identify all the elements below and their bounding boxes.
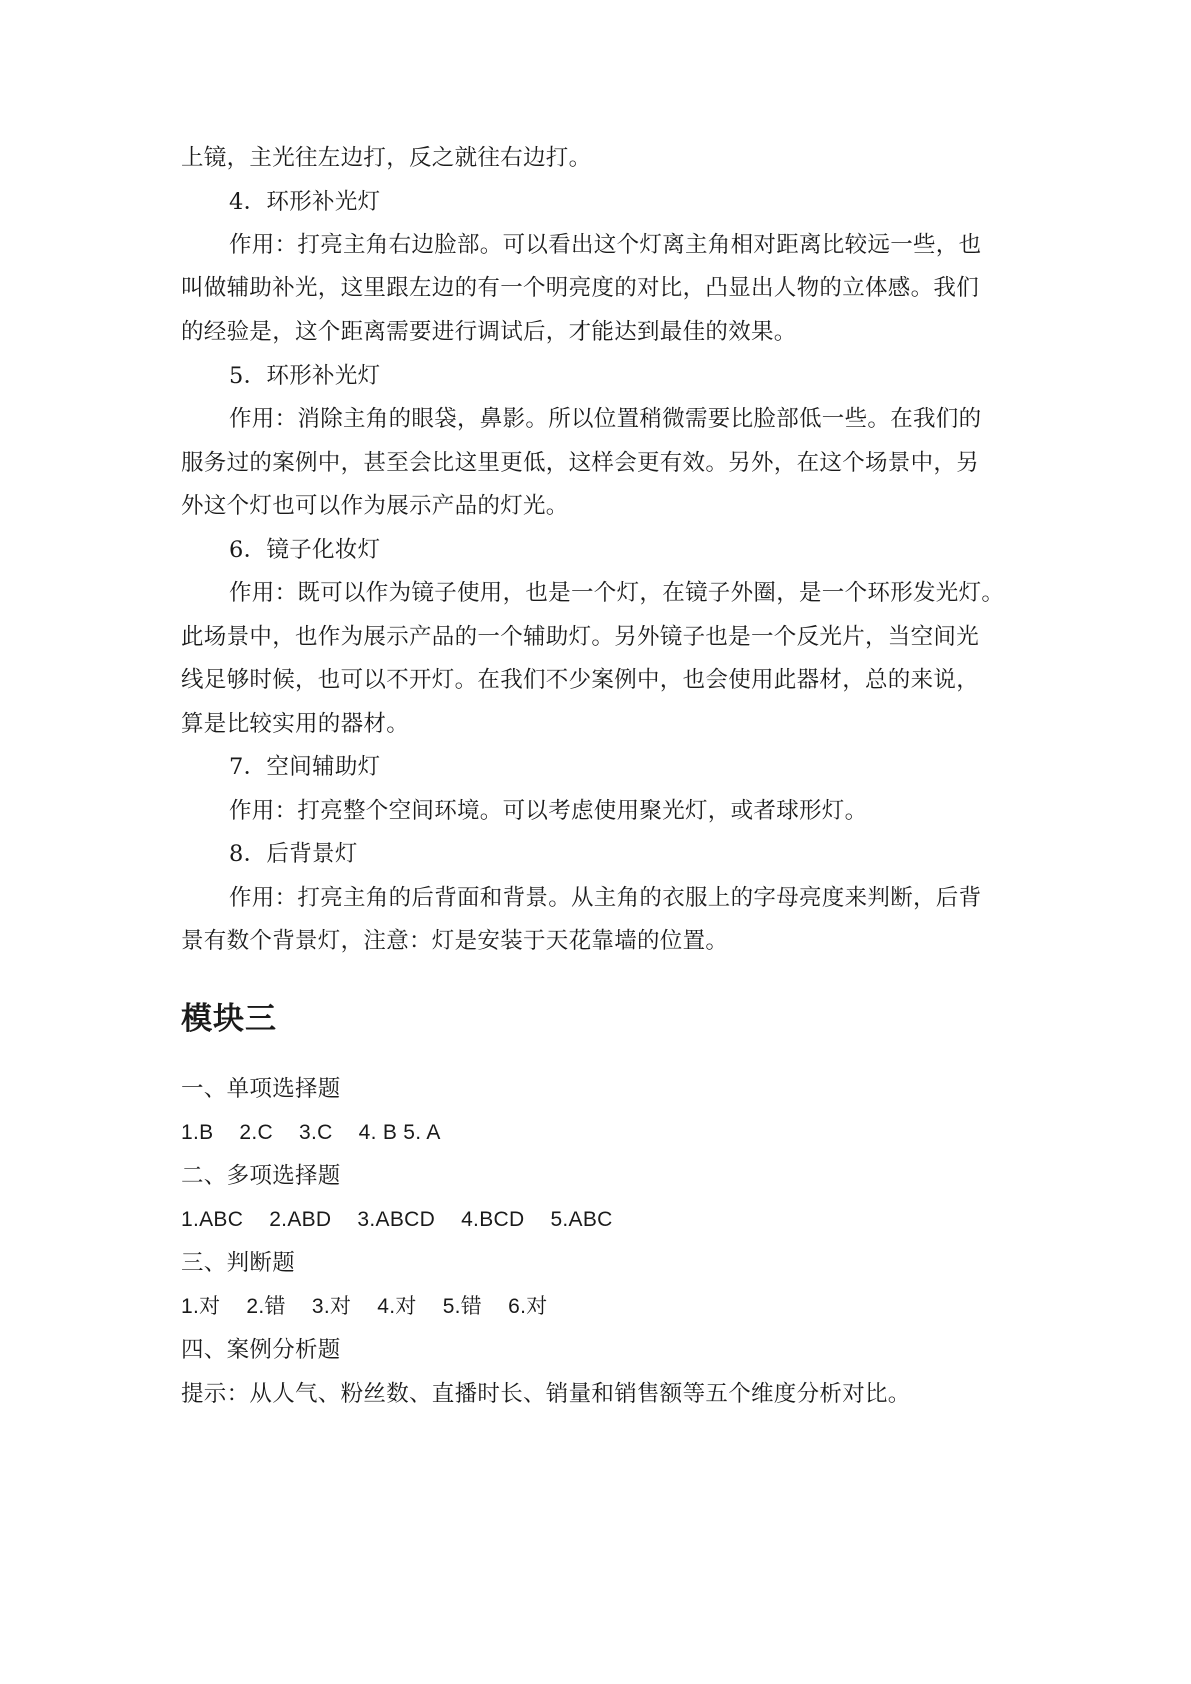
answer-item: 1.ABC (181, 1208, 244, 1231)
answer-item: 6.对 (508, 1295, 548, 1318)
true-false-answers (181, 1292, 1011, 1322)
section-title-true-false: 三、判断题 (181, 1250, 296, 1276)
paragraph-line: 作用：打亮主角右边脸部。可以看出这个灯离主角相对距离比较远一些，也 (229, 232, 982, 258)
item-heading-6: 6．镜子化妆灯 (229, 537, 381, 563)
paragraph-line: 上镜，主光往左边打，反之就往右边打。 (181, 145, 592, 171)
paragraph-line: 作用：既可以作为镜子使用，也是一个灯，在镜子外圈，是一个环形发光灯。 (229, 580, 1005, 606)
section-title-single-choice: 一、单项选择题 (181, 1076, 341, 1102)
paragraph-line: 的经验是，这个距离需要进行调试后，才能达到最佳的效果。 (181, 319, 797, 345)
answer-item: 2.错 (246, 1295, 286, 1318)
paragraph-line: 此场景中，也作为展示产品的一个辅助灯。另外镜子也是一个反光片，当空间光 (181, 624, 980, 650)
case-analysis-hint: 提示：从人气、粉丝数、直播时长、销量和销售额等五个维度分析对比。 (181, 1381, 911, 1407)
answer-item: 2.ABD (269, 1208, 332, 1231)
answer-item: 5.ABC (550, 1208, 613, 1231)
paragraph-line: 外这个灯也可以作为展示产品的灯光。 (181, 493, 569, 519)
section-title-multiple-choice: 二、多项选择题 (181, 1163, 341, 1189)
paragraph-line: 作用：打亮整个空间环境。可以考虑使用聚光灯，或者球形灯。 (229, 798, 868, 824)
multiple-choice-answers (181, 1205, 1011, 1235)
item-heading-7: 7．空间辅助灯 (229, 754, 381, 780)
answer-item: 1.对 (181, 1295, 221, 1318)
item-heading-5: 5．环形补光灯 (229, 363, 381, 389)
answer-item: 3.对 (311, 1295, 352, 1318)
answer-item: 4.BCD (461, 1208, 525, 1231)
section-title-case-analysis: 四、案例分析题 (181, 1337, 341, 1363)
paragraph-line: 线足够时候，也可以不开灯。在我们不少案例中，也会使用此器材，总的来说， (181, 667, 980, 693)
paragraph-line: 作用：打亮主角的后背面和背景。从主角的衣服上的字母亮度来判断，后背 (229, 885, 982, 911)
answer-item: 3.ABCD (357, 1208, 436, 1231)
answer-item: 2.C (239, 1121, 274, 1144)
paragraph-line: 景有数个背景灯，注意：灯是安装于天花靠墙的位置。 (181, 928, 729, 954)
single-choice-answers (181, 1118, 1011, 1148)
paragraph-line: 算是比较实用的器材。 (181, 711, 410, 737)
answer-item: 4. B 5. A (358, 1121, 441, 1144)
answer-item: 4.对 (377, 1295, 417, 1318)
paragraph-line: 作用：消除主角的眼袋，鼻影。所以位置稍微需要比脸部低一些。在我们的 (229, 406, 982, 432)
module-title: 模块三 (181, 1001, 277, 1037)
answer-item: 1.B (181, 1121, 214, 1144)
paragraph-line: 服务过的案例中，甚至会比这里更低，这样会更有效。另外，在这个场景中，另 (181, 450, 980, 476)
answer-item: 5.错 (442, 1295, 483, 1318)
item-heading-8: 8．后背景灯 (229, 841, 358, 867)
answer-item: 3.C (299, 1121, 333, 1144)
paragraph-line: 叫做辅助补光，这里跟左边的有一个明亮度的对比，凸显出人物的立体感。我们 (181, 275, 980, 301)
item-heading-4: 4．环形补光灯 (229, 189, 381, 215)
